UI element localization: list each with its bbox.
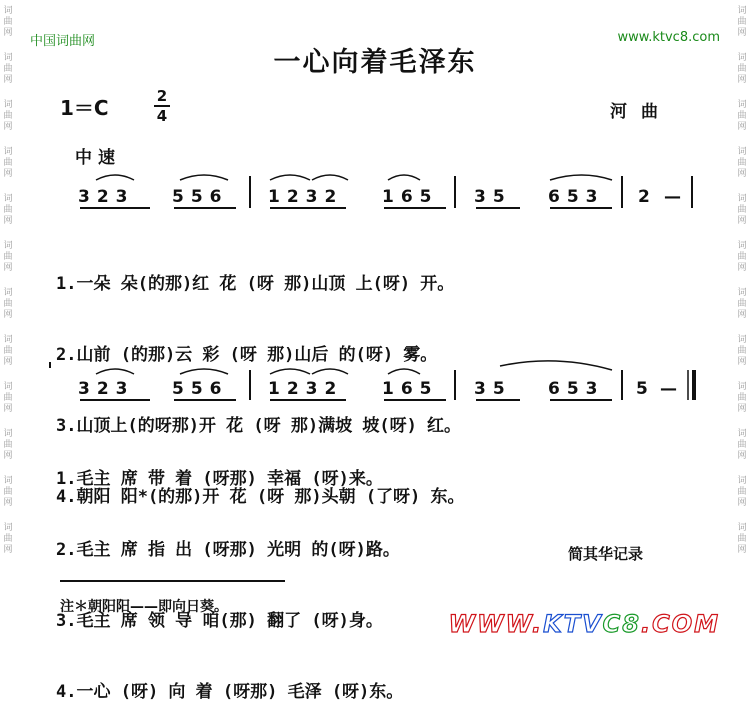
wm-c8: C8 <box>602 610 641 638</box>
meter-top: 2 <box>156 87 168 105</box>
measure-8: — <box>660 379 677 399</box>
lyrics-block-2 <box>56 424 403 728</box>
measure-7: 2 <box>638 187 650 207</box>
lyric-line: 1.一朵 朵(的那)红 花 (呀 那)山顶 上(呀) 开。 <box>56 274 455 294</box>
measure-4: 165 <box>382 187 439 207</box>
measure-2: 556 <box>172 379 229 399</box>
measure-8: — <box>664 187 681 207</box>
staff-line-1 <box>0 168 750 223</box>
tempo-marking: 中速 <box>75 148 121 168</box>
side-watermark-text: 词 曲 网 <box>3 53 13 85</box>
recorder-credit: 简其华记录 <box>568 545 644 563</box>
side-watermark-text: 词 曲 网 <box>3 476 13 508</box>
lyric-line: 3.山顶上(的呀那)开 花 (呀 那)满坡 坡(呀) 红。 <box>56 416 462 436</box>
side-watermark-text: 词 曲 网 <box>737 288 747 320</box>
side-watermark-text: 词 曲 网 <box>3 100 13 132</box>
side-watermark-text: 词 曲 网 <box>737 382 747 414</box>
measure-7: 5 <box>636 379 648 399</box>
footnote: 注＊朝阳阳——即向日葵。 <box>60 599 228 615</box>
site-url-right[interactable]: www.ktvc8.com <box>617 30 720 45</box>
site-name-left[interactable]: 中国词曲网 <box>30 34 96 49</box>
lyric-line: 2.毛主 席 指 出 (呀那) 光明 的(呀)路。 <box>56 540 400 560</box>
measure-1: 323 <box>78 187 135 207</box>
measure-4: 165 <box>382 379 439 399</box>
staff2-slurs <box>96 361 612 374</box>
measure-3: 1232 <box>268 187 344 207</box>
staff2-notes <box>78 379 677 399</box>
measure-6: 653 <box>548 187 605 207</box>
side-watermark-text: 词 曲 网 <box>3 147 13 179</box>
side-watermark-text: 词 曲 网 <box>737 335 747 367</box>
side-watermark-text: 词 曲 网 <box>737 476 747 508</box>
side-watermark-text: 词 曲 网 <box>3 6 13 38</box>
side-watermark-text: 词 曲 网 <box>737 429 747 461</box>
lyric-line: 4.朝阳 阳*(的那)开 花 (呀 那)头朝 (了呀) 东。 <box>56 487 465 507</box>
side-watermark-text: 词 曲 网 <box>3 429 13 461</box>
staff1-slurs <box>96 175 612 180</box>
wm-suffix: .COM <box>640 610 720 638</box>
side-watermark-text: 词 曲 网 <box>3 288 13 320</box>
region-label: 河曲 <box>610 102 672 122</box>
side-watermark-text: 词 曲 网 <box>3 523 13 555</box>
side-watermark-text: 词 曲 网 <box>737 523 747 555</box>
side-watermark-text: 词 曲 网 <box>3 335 13 367</box>
side-watermark-text: 词 曲 网 <box>737 194 747 226</box>
side-watermark-text: 词 曲 网 <box>737 53 747 85</box>
meter-bottom: 4 <box>156 107 168 125</box>
lyric-line: 4.一心 (呀) 向 着 (呀那) 毛泽 (呀)东。 <box>56 682 404 702</box>
side-watermark-text: 词 曲 网 <box>737 6 747 38</box>
measure-1: 323 <box>78 379 135 399</box>
measure-5: 35 <box>474 379 512 399</box>
staff-line-2 <box>0 360 750 415</box>
time-signature <box>154 88 170 124</box>
measure-3: 1232 <box>268 379 344 399</box>
lyric-line: 1.毛主 席 带 着 (呀那) 幸福 (呀)来。 <box>56 469 383 489</box>
side-watermark-right <box>735 0 749 669</box>
key-signature: 1＝C <box>60 96 109 120</box>
measure-6: 653 <box>548 379 605 399</box>
side-watermark-text: 词 曲 网 <box>737 147 747 179</box>
lyric-line: 2.山前 (的那)云 彩 (呀 那)山后 的(呀) 雾。 <box>56 345 438 365</box>
measure-2: 556 <box>172 187 229 207</box>
side-watermark-text: 词 曲 网 <box>3 382 13 414</box>
side-watermark-text: 词 曲 网 <box>737 241 747 273</box>
wm-ktv: KTV <box>543 610 603 638</box>
measure-5: 35 <box>474 187 512 207</box>
lyric-line: 3.毛主 席 领 导 咱(那) 翻了 (呀)身。 <box>56 611 383 631</box>
song-title: 一心向着毛泽东 <box>273 47 477 78</box>
side-watermark-text: 词 曲 网 <box>3 241 13 273</box>
bottom-watermark <box>449 610 720 638</box>
footnote-divider <box>60 580 285 582</box>
side-watermark-text: 词 曲 网 <box>737 100 747 132</box>
staff1-notes <box>78 187 681 207</box>
wm-prefix: WWW. <box>448 610 544 638</box>
side-watermark-left <box>1 0 15 669</box>
side-watermark-text: 词 曲 网 <box>3 194 13 226</box>
